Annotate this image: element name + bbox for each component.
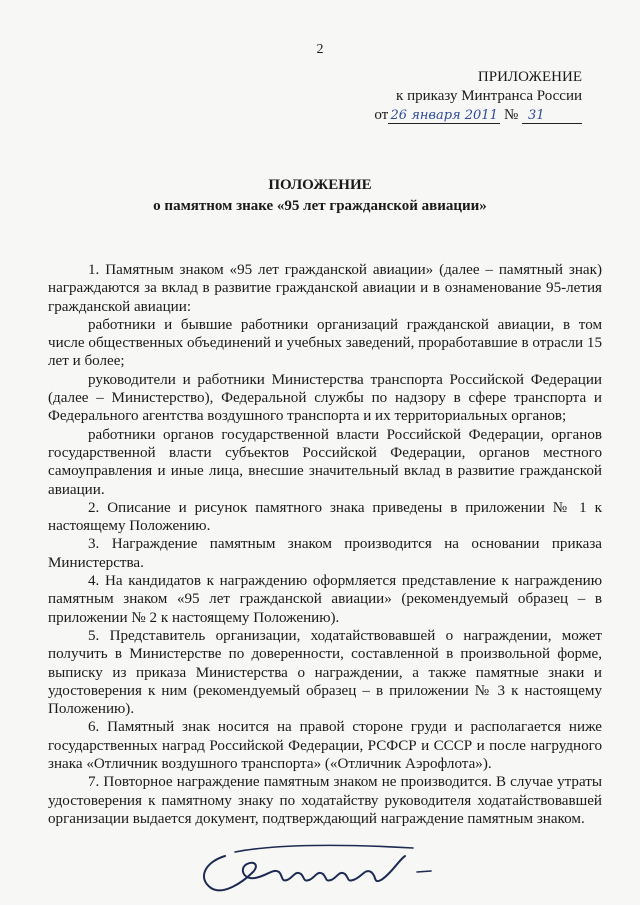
- signature: [195, 838, 445, 900]
- document-heading: [0, 175, 640, 217]
- document-subtitle: о памятном знаке «95 лет гражданской авиации»: [153, 198, 487, 214]
- appendix-order-line: к приказу Минтранса России: [396, 88, 582, 104]
- paragraph-4: 4. На кандидатов к награждению оформляется представление к награждению памятным знаком «95 лет гражданской авиации» (рекомендуемый образец – в приложении № 2 к настоящему Положению).: [48, 573, 602, 626]
- paragraph-employees: работники и бывшие работники организаций гражданской авиации, в том числе общественных объединений и учебных заведений, проработавшие в отрасли 15 лет и более;: [48, 316, 602, 370]
- paragraph-2: 2. Описание и рисунок памятного знака приведены в приложении № 1 к настоящему Положению.: [48, 499, 602, 535]
- paragraph-6: 6. Памятный знак носится на правой стороне груди и располагается ниже государственных наград Российской Федерации, РСФСР и СССР и после нагрудного знака «Отличник воздушного транспорта» («Отличник Аэрофлота»).: [48, 719, 602, 773]
- appendix-title: ПРИЛОЖЕНИЕ: [477, 69, 582, 85]
- from-prefix: от: [374, 107, 389, 123]
- paragraph-7: 7. Повторное награждение памятным знаком не производится. В случае утраты удостоверения к памятному знаку по ходатайству руководителя ходатайствовавшей организации выдается документ, подтверждающий награждение памятным знаком.: [48, 774, 602, 827]
- document-title: ПОЛОЖЕНИЕ: [268, 177, 372, 193]
- handwritten-date: 26 января 2011: [388, 109, 500, 124]
- appendix-block: [322, 68, 582, 125]
- paragraph-5: 5. Представитель организации, ходатайствовавшей о награждении, может получить в Министерстве по доверенности, составленной в произвольной форме, выписку из приказа Министерства о награждении, а также памятные знаки и удостоверения к ним (рекомендуемый образец – в приложении № 3 к настоящему Положению).: [48, 627, 602, 718]
- appendix-date-line: [322, 106, 582, 125]
- handwritten-number: 31: [522, 109, 582, 124]
- page-number: 2: [316, 42, 324, 57]
- paragraph-1: 1. Памятным знаком «95 лет гражданской авиации» (далее – памятный знак) награждаются за вклад в развитие гражданской авиации и в ознаменование 95-летия гражданской авиации:: [48, 262, 602, 315]
- paragraph-authorities: работники органов государственной власти Российской Федерации, органов государственной власти субъектов Российской Федерации, органов местного самоуправления и иные лица, внесшие значительный вклад в развитие гражданской авиации.: [48, 426, 602, 498]
- paragraph-ministry: руководители и работники Министерства транспорта Российской Федерации (далее – Министерство), Федеральной службы по надзору в сфере транспорта и Федерального агентства воздушного транспорта и их территориальных органов;: [48, 371, 602, 425]
- document-body: [48, 261, 602, 828]
- number-prefix: №: [503, 107, 519, 123]
- paragraph-3: 3. Награждение памятным знаком производится на основании приказа Министерства.: [48, 536, 602, 571]
